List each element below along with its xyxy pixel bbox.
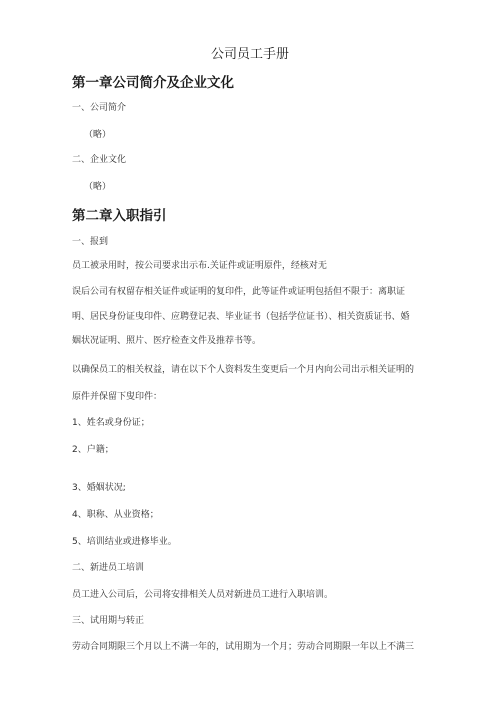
- section-heading: 一、报到: [72, 237, 109, 247]
- list-item: 4、职称、从业资格；: [72, 510, 159, 520]
- section-body: （略）: [84, 130, 112, 140]
- paragraph-line: 明、居民身份证曳印件、应聘登记表、毕业证书（包括学位证书）、相关资质证书、婚: [72, 312, 410, 322]
- chapter-1-heading: 第一章公司简介及企业文化: [72, 75, 234, 91]
- list-item: 3、婚姻状况;: [72, 483, 126, 493]
- section-body: （略）: [84, 182, 112, 192]
- paragraph-line: 员工被录用时，按公司要求出示布.关证件或证明原件，经核对无: [72, 261, 327, 271]
- paragraph-line: 劳动合同期限三个月以上不满一年的，试用期为一个月；劳动合同期限一年以上不满三: [72, 642, 415, 652]
- paragraph-line: 原件并保留下叟印件：: [72, 392, 163, 402]
- paragraph-line: 以确保员工的相关权益，请在以下个人资料发生变更后一个月内向公司出示相关证明的: [72, 365, 415, 375]
- list-item: 2、户籍；: [72, 445, 114, 455]
- paragraph-line: 姻状况证明、照片、医疗检查文件及推荐书等。: [72, 336, 262, 346]
- chapter-2-heading: 第二章入职指引: [72, 208, 167, 224]
- paragraph-line: 误后公司有权留存相关证件或证明的复印件，此等证件或证明包括但不限于：离职证: [72, 287, 406, 297]
- paragraph-line: 员工进入公司后，公司将安排相关人员对新进员工进行入职培训。: [72, 590, 334, 600]
- document-title: 公司员工手册: [210, 47, 289, 62]
- section-heading: 三、试用期与转正: [72, 616, 145, 626]
- section-heading: 一、公司简介: [72, 103, 127, 113]
- section-heading: 二、企业文化: [72, 155, 127, 165]
- list-item: 5、培训结业或进修毕业。: [72, 537, 177, 547]
- list-item: 1、姓名或身份证；: [72, 418, 150, 428]
- section-heading: 二、新进员工培训: [72, 563, 145, 573]
